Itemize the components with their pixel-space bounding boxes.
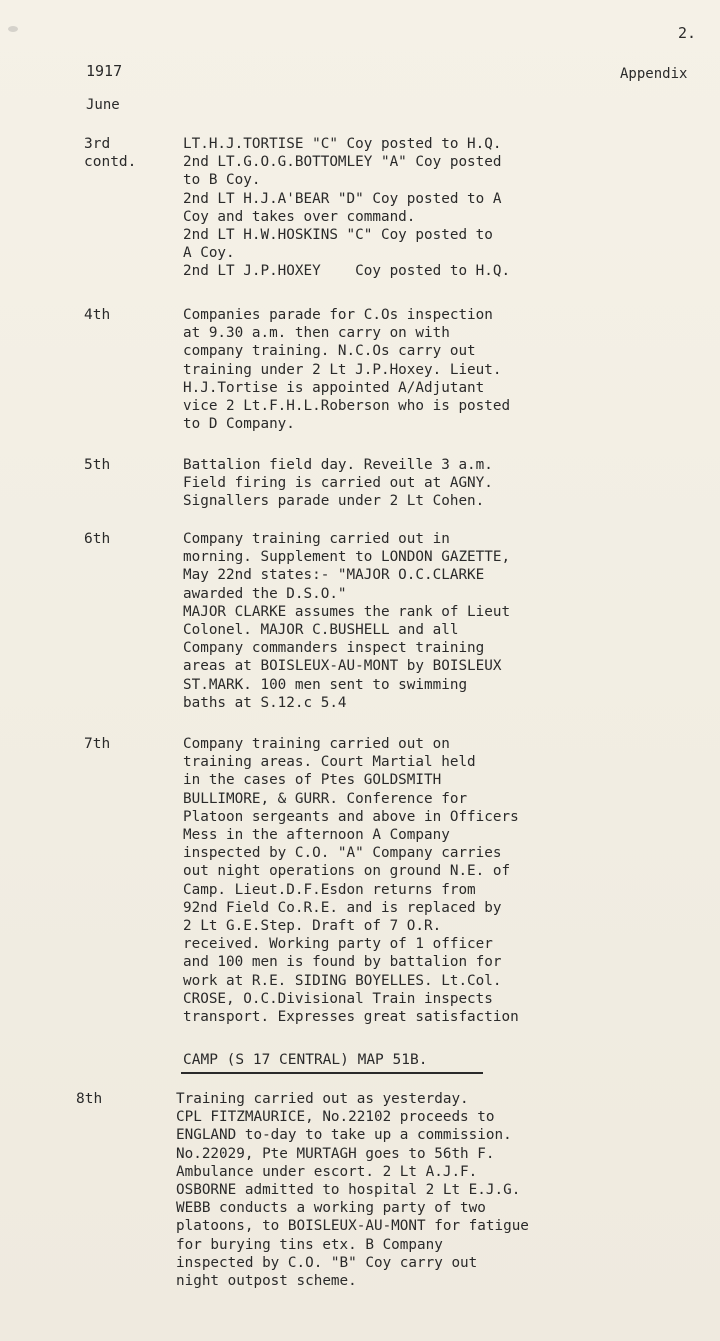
entry-text: Companies parade for C.Os inspection at 9.30 a.m. then carry on with company training. N.C.Os carry out training under 2 Lt J.P.Hoxey. Lieut. H.J.Tortise is appointed A/Adjutant vice 2 Lt.F.H.L.Roberson who is posted to D Company. [183,307,511,433]
entry-text: Battalion field day. Reveille 3 a.m. Field firing is carried out at AGNY. Signallers parade under 2 Lt Cohen. [183,457,493,510]
entry-text: LT.H.J.TORTISE "C" Coy posted to H.Q. 2nd LT.G.O.G.BOTTOMLEY "A" Coy posted to B Coy. 2nd LT H.J.A'BEAR "D" Coy posted to A Coy and takes over command. 2nd LT H.W.HOSKINS "C" Coy posted to A Coy. 2nd LT J.P.HOXEY Coy posted to H.Q. [183,136,511,280]
month-heading: June [86,97,120,113]
entry-date: 5th [84,457,111,473]
entry-text: Company training carried out in morning. Supplement to LONDON GAZETTE, May 22nd states:- "MAJOR O.C.CLARKE awarded the D.S.O." MAJOR CLARKE assumes the rank of Lieut Colonel. MAJOR C.BUSHELL and all Company commanders inspect training areas at BOISLEUX-AU-MONT by BOISLEUX ST.MARK. 100 men sent to swimming baths at S.12.c 5.4 [183,531,511,711]
entry-date: 8th [76,1091,103,1107]
entry-text: Company training carried out on training areas. Court Martial held in the cases of Ptes GOLDSMITH BULLIMORE, & GURR. Conference for Platoon sergeants and above in Officers Mess in the afternoon A Company inspected by C.O. "A" Company carries out night operations on ground N.E. of Camp. Lieut.D.F.Esdon returns from 92nd Field Co.R.E. and is replaced by 2 Lt G.E.Step. Draft of 7 O.R. received. Working party of 1 officer and 100 men is found by battalion for work at R.E. SIDING BOYELLES. Lt.Col. CROSE, O.C.Divisional Train inspects transport. Expresses great satisfaction [183,736,519,1026]
entry-date: 7th [84,736,111,752]
section-heading: CAMP (S 17 CENTRAL) MAP 51B. [183,1052,428,1068]
heading-underline [181,1072,483,1074]
entry-date: 4th [84,307,111,323]
entry-date: 6th [84,531,111,547]
entry-date: 3rd contd. [84,136,137,171]
year-heading: 1917 [86,62,123,80]
entry-text: Training carried out as yesterday. CPL FITZMAURICE, No.22102 proceeds to ENGLAND to-day to take up a commission. No.22029, Pte MURTAGH goes to 56th F. Ambulance under escort. 2 Lt A.J.F. OSBORNE admitted to hospital 2 Lt E.J.G. WEBB conducts a working party of two platoons, to BOISLEUX-AU-MONT for fatigue for burying tins etx. B Company inspected by C.O. "B" Coy carry out night outpost scheme. [176,1091,529,1290]
page-number: 2. [678,24,697,42]
ink-smudge [8,26,18,32]
appendix-label: Appendix [620,66,688,82]
